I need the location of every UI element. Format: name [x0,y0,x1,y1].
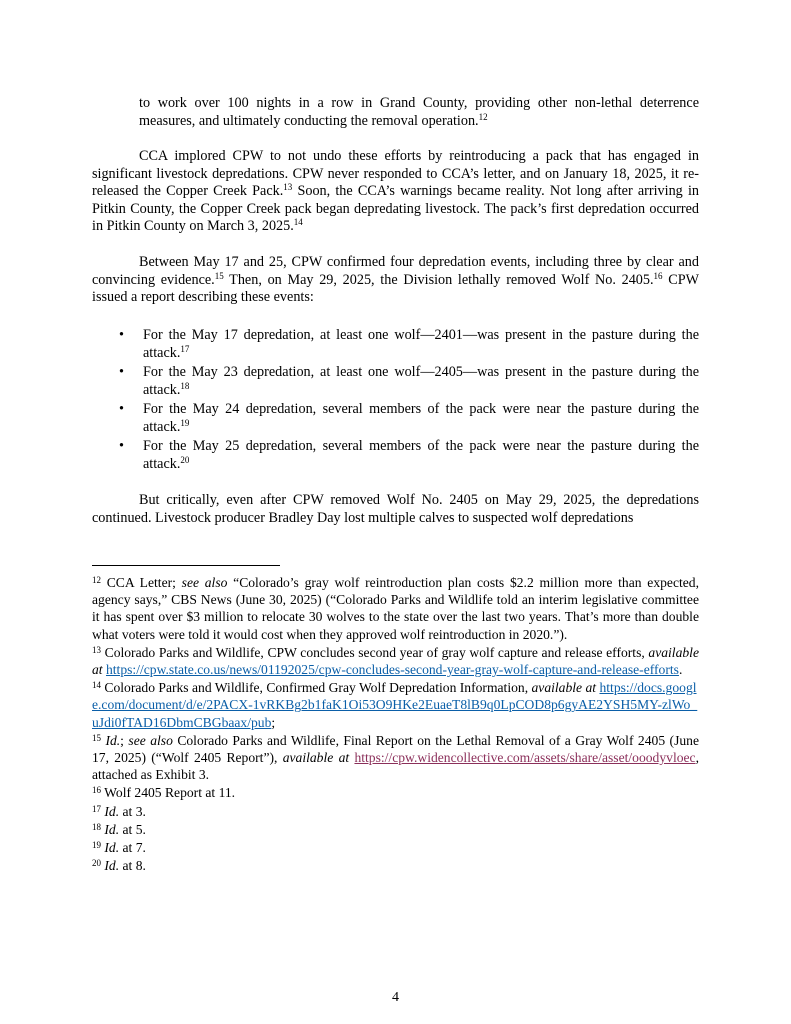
footnote-text: , attached as Exhibit 3. [92,750,699,783]
footnote-text: Wolf 2405 Report at 11. [101,785,236,801]
footnote-15 [92,732,699,784]
paragraph-text: to work over 100 nights in a row in Grand County, providing other non-lethal deterrence measures, and ultimately conducting the removal operation. [139,95,699,129]
footnote-text: at 7. [119,840,146,856]
list-item-text: For the May 17 depredation, at least one wolf—2401—was present in the pasture during the attack. [143,327,699,361]
paragraph-may [92,254,699,307]
paragraph-critically [92,492,699,527]
footnote-text: “Colorado’s gray wolf reintroduction plan costs $2.2 million more than expected, agency says,” CBS News (June 30, 2025) (“Colorado Parks and Wildlife told an interim legislative committee it has spent over $3 million to relocate 30 wolves to the state over the last two years. That’s more than double what voters were told it would cost when they approved wolf reintroduction in 2020.”). [92,575,700,642]
list-item-text: For the May 24 depredation, several members of the pack were near the pasture during the attack. [143,401,699,435]
footnote-number: 18 [92,821,101,832]
cpw-news-link[interactable]: https://cpw.state.co.us/news/01192025/cpw-concludes-second-year-gray-wolf-capture-and-release-efforts [105,662,679,678]
footnote-number: 14 [92,680,101,691]
footnote-number: 19 [92,840,101,851]
footnote-signal: Id. [101,821,120,837]
page-number: 4 [392,990,399,1005]
footnote-signal: Id. [101,732,121,748]
paragraph-text: Between May 17 and 25, CPW confirmed four depredation events, including three by clear and convincing evidence. [92,254,699,288]
footnote-12 [92,574,699,643]
footnote-ref-17: 17 [180,343,190,354]
paragraph-text: CCA implored CPW to not undo these efforts by reintroducing a pack that has engaged in significant livestock depredations. CPW never responded to CCA’s letter, and on January 18, 2025, it re-released the Copper Creek Pack. [92,148,699,199]
list-item [92,327,699,362]
footnote-signal: available at [282,750,350,766]
footnote-20 [92,857,699,874]
footnote-signal: see also [181,575,228,590]
footnote-signal: see also [128,732,173,748]
list-item-text: For the May 23 depredation, at least one wolf—2405—was present in the pasture during the attack. [143,364,699,398]
footnote-ref-20: 20 [180,454,190,465]
footnote-number: 16 [92,785,101,796]
list-item [92,438,699,473]
footnote-signal: Id. [101,858,120,874]
footnote-number: 20 [92,858,101,869]
footnote-ref-18: 18 [180,380,190,391]
footnote-text: at 8. [119,858,146,874]
depredation-bullet-list [92,327,699,475]
footnote-ref-19: 19 [180,417,190,428]
paragraph-text: Soon, the CCA’s warnings became reality. Not long after arriving in Pitkin County, the Copper Creek pack began depredating livestock. The pack’s first depredation occurred in Pitkin County on March 3, 2025. [92,183,699,234]
footnote-signal: available at [92,644,699,678]
footnote-ref-13: 13 [283,182,293,192]
footnote-17 [92,803,699,820]
footnote-ref-16: 16 [653,270,663,281]
list-item [92,401,699,436]
bullet-icon: • [119,327,124,343]
footnote-text: Colorado Parks and Wildlife, Confirmed Gray Wolf Depredation Information, [101,680,532,696]
paragraph-cca [92,148,699,236]
footnote-text: CCA Letter; [101,575,182,590]
paragraph-continuation [139,95,699,130]
footnote-text: . [678,662,683,678]
paragraph-text: Then, on May 29, 2025, the Division lethally removed Wolf No. 2405. [223,271,654,288]
footnote-ref-12: 12 [478,111,488,122]
bullet-icon: • [119,401,124,417]
footnote-14 [92,679,699,731]
footnote-number: 15 [92,732,101,743]
google-doc-link[interactable]: https://docs.google.com/document/d/e/2PACX-1vRKBg2b1faK1Oi53O9HKe2EuaeT8lB9q0LpCOD8p6gyAE2YSH5MY-zlWo_uJdi0fTAD16DbmCBGbaax/pub [92,680,698,730]
paragraph-text: CPW issued a report describing these events: [92,271,700,305]
footnote-text: ; [271,714,276,730]
footnote-16 [92,784,699,801]
footnote-ref-14: 14 [293,217,303,227]
footnote-signal: Id. [101,840,120,856]
footnote-text: at 5. [119,821,146,837]
footnote-ref-15: 15 [214,270,224,281]
footnote-number: 12 [92,575,101,585]
footnote-18 [92,821,699,838]
footnote-text: at 3. [119,803,146,819]
footnote-signal: available at [531,680,597,696]
paragraph-text: But critically, even after CPW removed Wolf No. 2405 on May 29, 2025, the depredations continued. Livestock producer Bradley Day lost multiple calves to suspected wolf depredations [92,492,699,526]
footnote-text: Colorado Parks and Wildlife, Final Report on the Lethal Removal of a Gray Wolf 2405 (June 17, 2025) (“Wolf 2405 Report”), [92,732,700,766]
footnote-number: 17 [92,803,101,814]
footnotes [92,574,699,875]
footnote-13 [92,644,699,678]
bullet-icon: • [119,438,124,454]
footnote-text: ; [120,732,129,748]
footnote-separator [92,565,280,566]
footnote-signal: Id. [101,803,120,819]
bullet-icon: • [119,364,124,380]
list-item [92,364,699,399]
footnote-19 [92,839,699,856]
footnote-number: 13 [92,644,101,655]
list-item-text: For the May 25 depredation, several members of the pack were near the pasture during the attack. [143,438,699,472]
widen-collective-link[interactable]: https://cpw.widencollective.com/assets/share/asset/ooodyvloec [354,750,696,766]
footnote-text: Colorado Parks and Wildlife, CPW concludes second year of gray wolf capture and release efforts, [101,644,649,660]
